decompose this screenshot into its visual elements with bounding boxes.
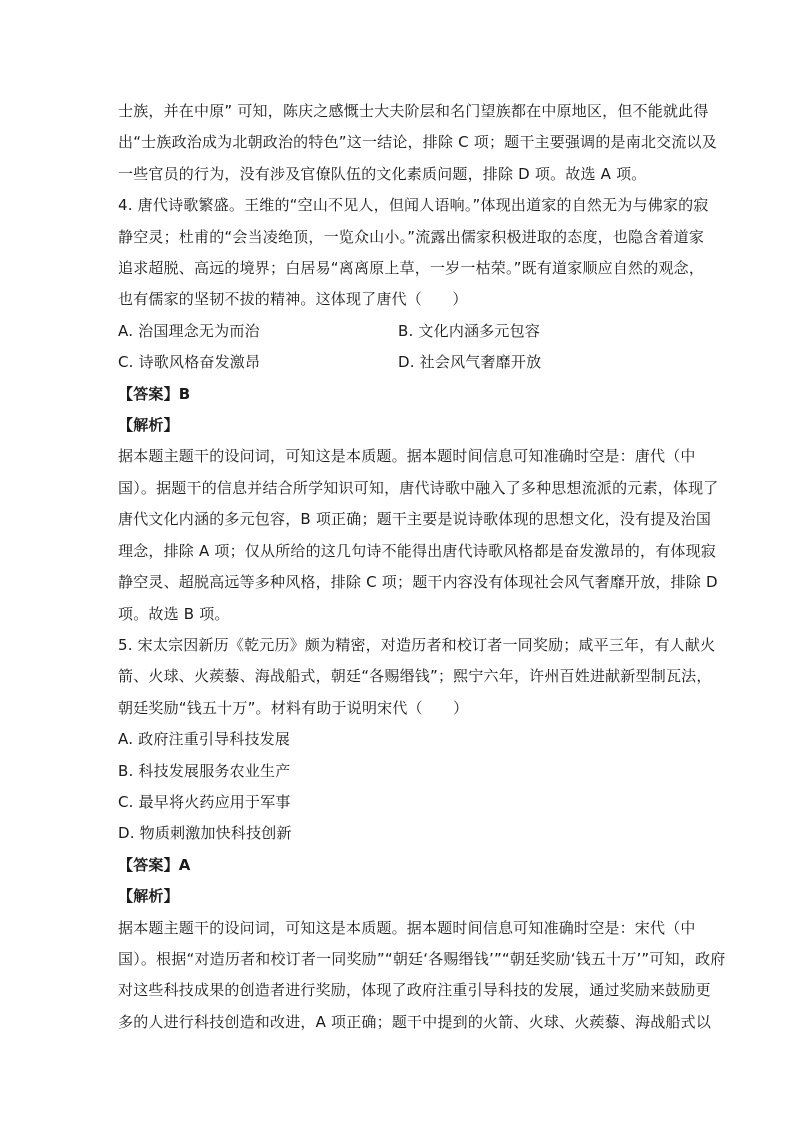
- option-row: [118, 347, 678, 378]
- analysis-line: 据本题主题干的设问词，可知这是本质题。据本题时间信息可知准确时空是：宋代（中: [118, 918, 696, 937]
- option-a: A. 政府注重引导科技发展: [118, 730, 291, 749]
- analysis-line: 理念，排除 A 项；仅从所给的这几句诗不能得出唐代诗歌风格都是奋发激昂的，有体现寂: [118, 541, 717, 560]
- question-stem-line: 5. 宋太宗因新历《乾元历》颇为精密，对造历者和校订者一同奖励；咸平三年，有人献火: [118, 635, 716, 654]
- question-stem-line: 4. 唐代诗歌繁盛。王维的“空山不见人，但闻人语响。”体现出道家的自然无为与佛家的寂: [118, 196, 709, 215]
- analysis-line: 对这些科技成果的创造者进行奖励，体现了政府注重引导科技的发展，通过奖励来鼓励更: [118, 981, 711, 1000]
- analysis-label: 【解析】: [118, 887, 179, 906]
- question-stem-line: 追求超脱、高远的境界；白居易“离离原上草，一岁一枯荣。”既有道家顺应自然的观念，: [118, 259, 705, 278]
- text-line: 一些官员的行为，没有涉及官僚队伍的文化素质问题，排除 D 项。故选 A 项。: [118, 164, 647, 183]
- question-5: [118, 630, 726, 1038]
- answer-label: 【答案】B: [118, 384, 191, 403]
- text-line: 士族，并在中原” 可知，陈庆之感慨士大夫阶层和名门望族都在中原地区，但不能就此得: [118, 102, 709, 120]
- analysis-label: 【解析】: [118, 416, 179, 435]
- option-b: B. 文化内涵多元包容: [398, 321, 541, 340]
- analysis-line: 据本题主题干的设问词，可知这是本质题。据本题时间信息可知准确时空是：唐代（中: [118, 447, 696, 466]
- analysis-line: 多的人进行科技创造和改进，A 项正确；题干中提到的火箭、火球、火蒺藜、海战船式以: [118, 1012, 712, 1031]
- question-stem-line: 也有儒家的坚韧不拔的精神。这体现了唐代（ ）: [118, 290, 468, 309]
- question-stem-line: 箭、火球、火蒺藜、海战船式，朝廷“各赐缗钱”；熙宁六年，许州百姓进献新型制瓦法，: [118, 667, 712, 686]
- option-a: A. 治国理念无为而治: [118, 321, 260, 340]
- option-d: D. 社会风气奢靡开放: [398, 353, 542, 372]
- text-line: 出“士族政治成为北朝政治的特色”这一结论，排除 C 项；题干主要强调的是南北交流以及: [118, 133, 717, 152]
- option-d: D. 物质刺激加快科技创新: [118, 824, 292, 843]
- question-4: [118, 190, 719, 630]
- analysis-line: 国）。根据“对造历者和校订者一同奖励”“朝廷‘各赐缗钱’”“朝廷奖励‘钱五十万’”可知，政府: [118, 949, 726, 968]
- option-c: C. 最早将火药应用于军事: [118, 792, 291, 811]
- analysis-line: 国）。据题干的信息并结合所学知识可知，唐代诗歌中融入了多种思想流派的元素，体现了: [118, 478, 719, 497]
- document-content: [118, 96, 726, 1038]
- option-c: C. 诗歌风格奋发激昂: [118, 353, 261, 372]
- question-stem-line: 静空灵；杜甫的“会当凌绝顶，一览众山小。”流露出儒家积极进取的态度，也隐含着道家: [118, 227, 705, 246]
- option-b: B. 科技发展服务农业生产: [118, 761, 291, 780]
- analysis-line: 静空灵、超脱高远等多种风格，排除 C 项；题干内容没有体现社会风气奢靡开放，排除 D: [118, 573, 718, 592]
- option-row: [118, 316, 678, 347]
- answer-label: 【答案】A: [118, 855, 191, 874]
- question-stem-line: 朝廷奖励“钱五十万”。材料有助于说明宋代（ ）: [118, 698, 469, 717]
- analysis-line: 唐代文化内涵的多元包容，B 项正确；题干主要是说诗歌体现的思想文化，没有提及治国: [118, 510, 712, 529]
- analysis-line: 项。故选 B 项。: [118, 604, 230, 623]
